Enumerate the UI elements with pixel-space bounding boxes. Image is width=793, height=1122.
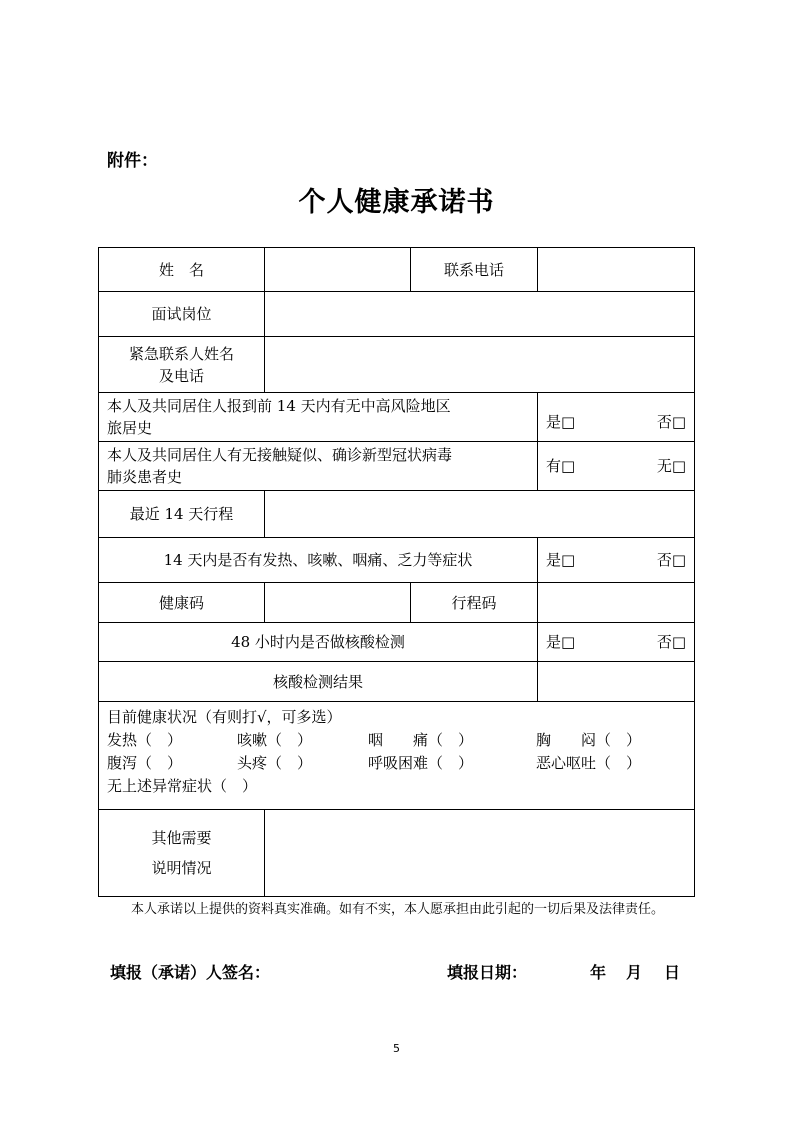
symptom-headache[interactable]: 头疼（ ）	[237, 754, 313, 772]
symptom-yes-checkbox[interactable]: 是□	[546, 551, 576, 569]
symptom-no-checkbox[interactable]: 否□	[656, 551, 686, 569]
travel-no-checkbox[interactable]: 否□	[656, 413, 686, 431]
symptom-answer	[538, 538, 694, 583]
contact-question-line1: 本人及共同居住人有无接触疑似、确诊新型冠状病毒	[107, 446, 453, 464]
nucleic-test-answer	[538, 623, 694, 662]
fill-date-label: 填报日期：	[447, 963, 528, 982]
name-label: 姓 名	[99, 248, 265, 292]
nucleic-result-field[interactable]	[538, 662, 694, 702]
symptom-row-1	[107, 729, 686, 752]
trip-code-label: 行程码	[411, 583, 538, 623]
travel-question-line1: 本人及共同居住人报到前 14 天内有无中高风险地区	[107, 397, 451, 415]
signature-label: 填报（承诺）人签名：	[110, 963, 271, 982]
symptom-dyspnea[interactable]: 呼吸困难（ ）	[368, 754, 474, 772]
symptom-fever[interactable]: 发热（ ）	[107, 731, 183, 749]
other-notes-label	[99, 810, 265, 896]
nucleic-test-question: 48 小时内是否做核酸检测	[99, 623, 538, 662]
name-field[interactable]	[265, 248, 411, 292]
other-label-line2: 说明情况	[151, 859, 212, 877]
symptom-question: 14 天内是否有发热、咳嗽、咽痛、乏力等症状	[99, 538, 538, 583]
date-day: 日	[664, 963, 681, 982]
page-title: 个人健康承诺书	[298, 187, 495, 218]
health-commitment-form	[98, 247, 695, 897]
page-number: 5	[393, 1042, 400, 1055]
travel-question-line2: 旅居史	[107, 419, 153, 437]
position-label: 面试岗位	[99, 292, 265, 337]
contact-none-checkbox[interactable]: 无□	[656, 457, 686, 475]
phone-label: 联系电话	[411, 248, 538, 292]
itinerary-label: 最近 14 天行程	[99, 491, 265, 538]
symptom-none[interactable]: 无上述异常症状（ ）	[107, 777, 258, 795]
other-label-line1: 其他需要	[151, 829, 212, 847]
health-status-section	[99, 702, 694, 810]
itinerary-field[interactable]	[265, 491, 694, 538]
symptom-sore-throat[interactable]: 咽 痛（ ）	[368, 731, 474, 749]
health-status-heading: 目前健康状况（有则打√，可多选）	[107, 708, 342, 726]
attachment-label: 附件：	[107, 151, 158, 171]
nucleic-yes-checkbox[interactable]: 是□	[546, 633, 576, 651]
travel-yes-checkbox[interactable]: 是□	[546, 413, 576, 431]
health-code-field[interactable]	[265, 583, 411, 623]
symptom-cough[interactable]: 咳嗽（ ）	[237, 731, 313, 749]
phone-field[interactable]	[538, 248, 694, 292]
symptom-chest-tightness[interactable]: 胸 闷（ ）	[536, 731, 642, 749]
health-code-label: 健康码	[99, 583, 265, 623]
contact-history-answer	[538, 442, 694, 491]
contact-question-line2: 肺炎患者史	[107, 468, 183, 486]
nucleic-no-checkbox[interactable]: 否□	[656, 633, 686, 651]
symptom-diarrhea[interactable]: 腹泻（ ）	[107, 754, 183, 772]
commitment-statement: 本人承诺以上提供的资料真实准确。如有不实，本人愿承担由此引起的一切后果及法律责任。	[131, 902, 665, 917]
contact-history-question	[99, 442, 538, 491]
travel-history-answer	[538, 393, 694, 442]
position-field[interactable]	[265, 292, 694, 337]
symptom-nausea[interactable]: 恶心呕吐（ ）	[536, 754, 642, 772]
trip-code-field[interactable]	[538, 583, 694, 623]
emergency-contact-label	[99, 337, 265, 393]
date-month: 月	[626, 963, 643, 982]
nucleic-result-label: 核酸检测结果	[99, 662, 538, 702]
date-year: 年	[590, 963, 607, 982]
emergency-label-line2: 及电话	[158, 366, 204, 385]
emergency-label-line1: 紧急联系人姓名	[128, 344, 234, 363]
travel-history-question	[99, 393, 538, 442]
contact-have-checkbox[interactable]: 有□	[546, 457, 576, 475]
symptom-row-2	[107, 752, 686, 775]
other-notes-field[interactable]	[265, 810, 694, 896]
emergency-contact-field[interactable]	[265, 337, 694, 393]
